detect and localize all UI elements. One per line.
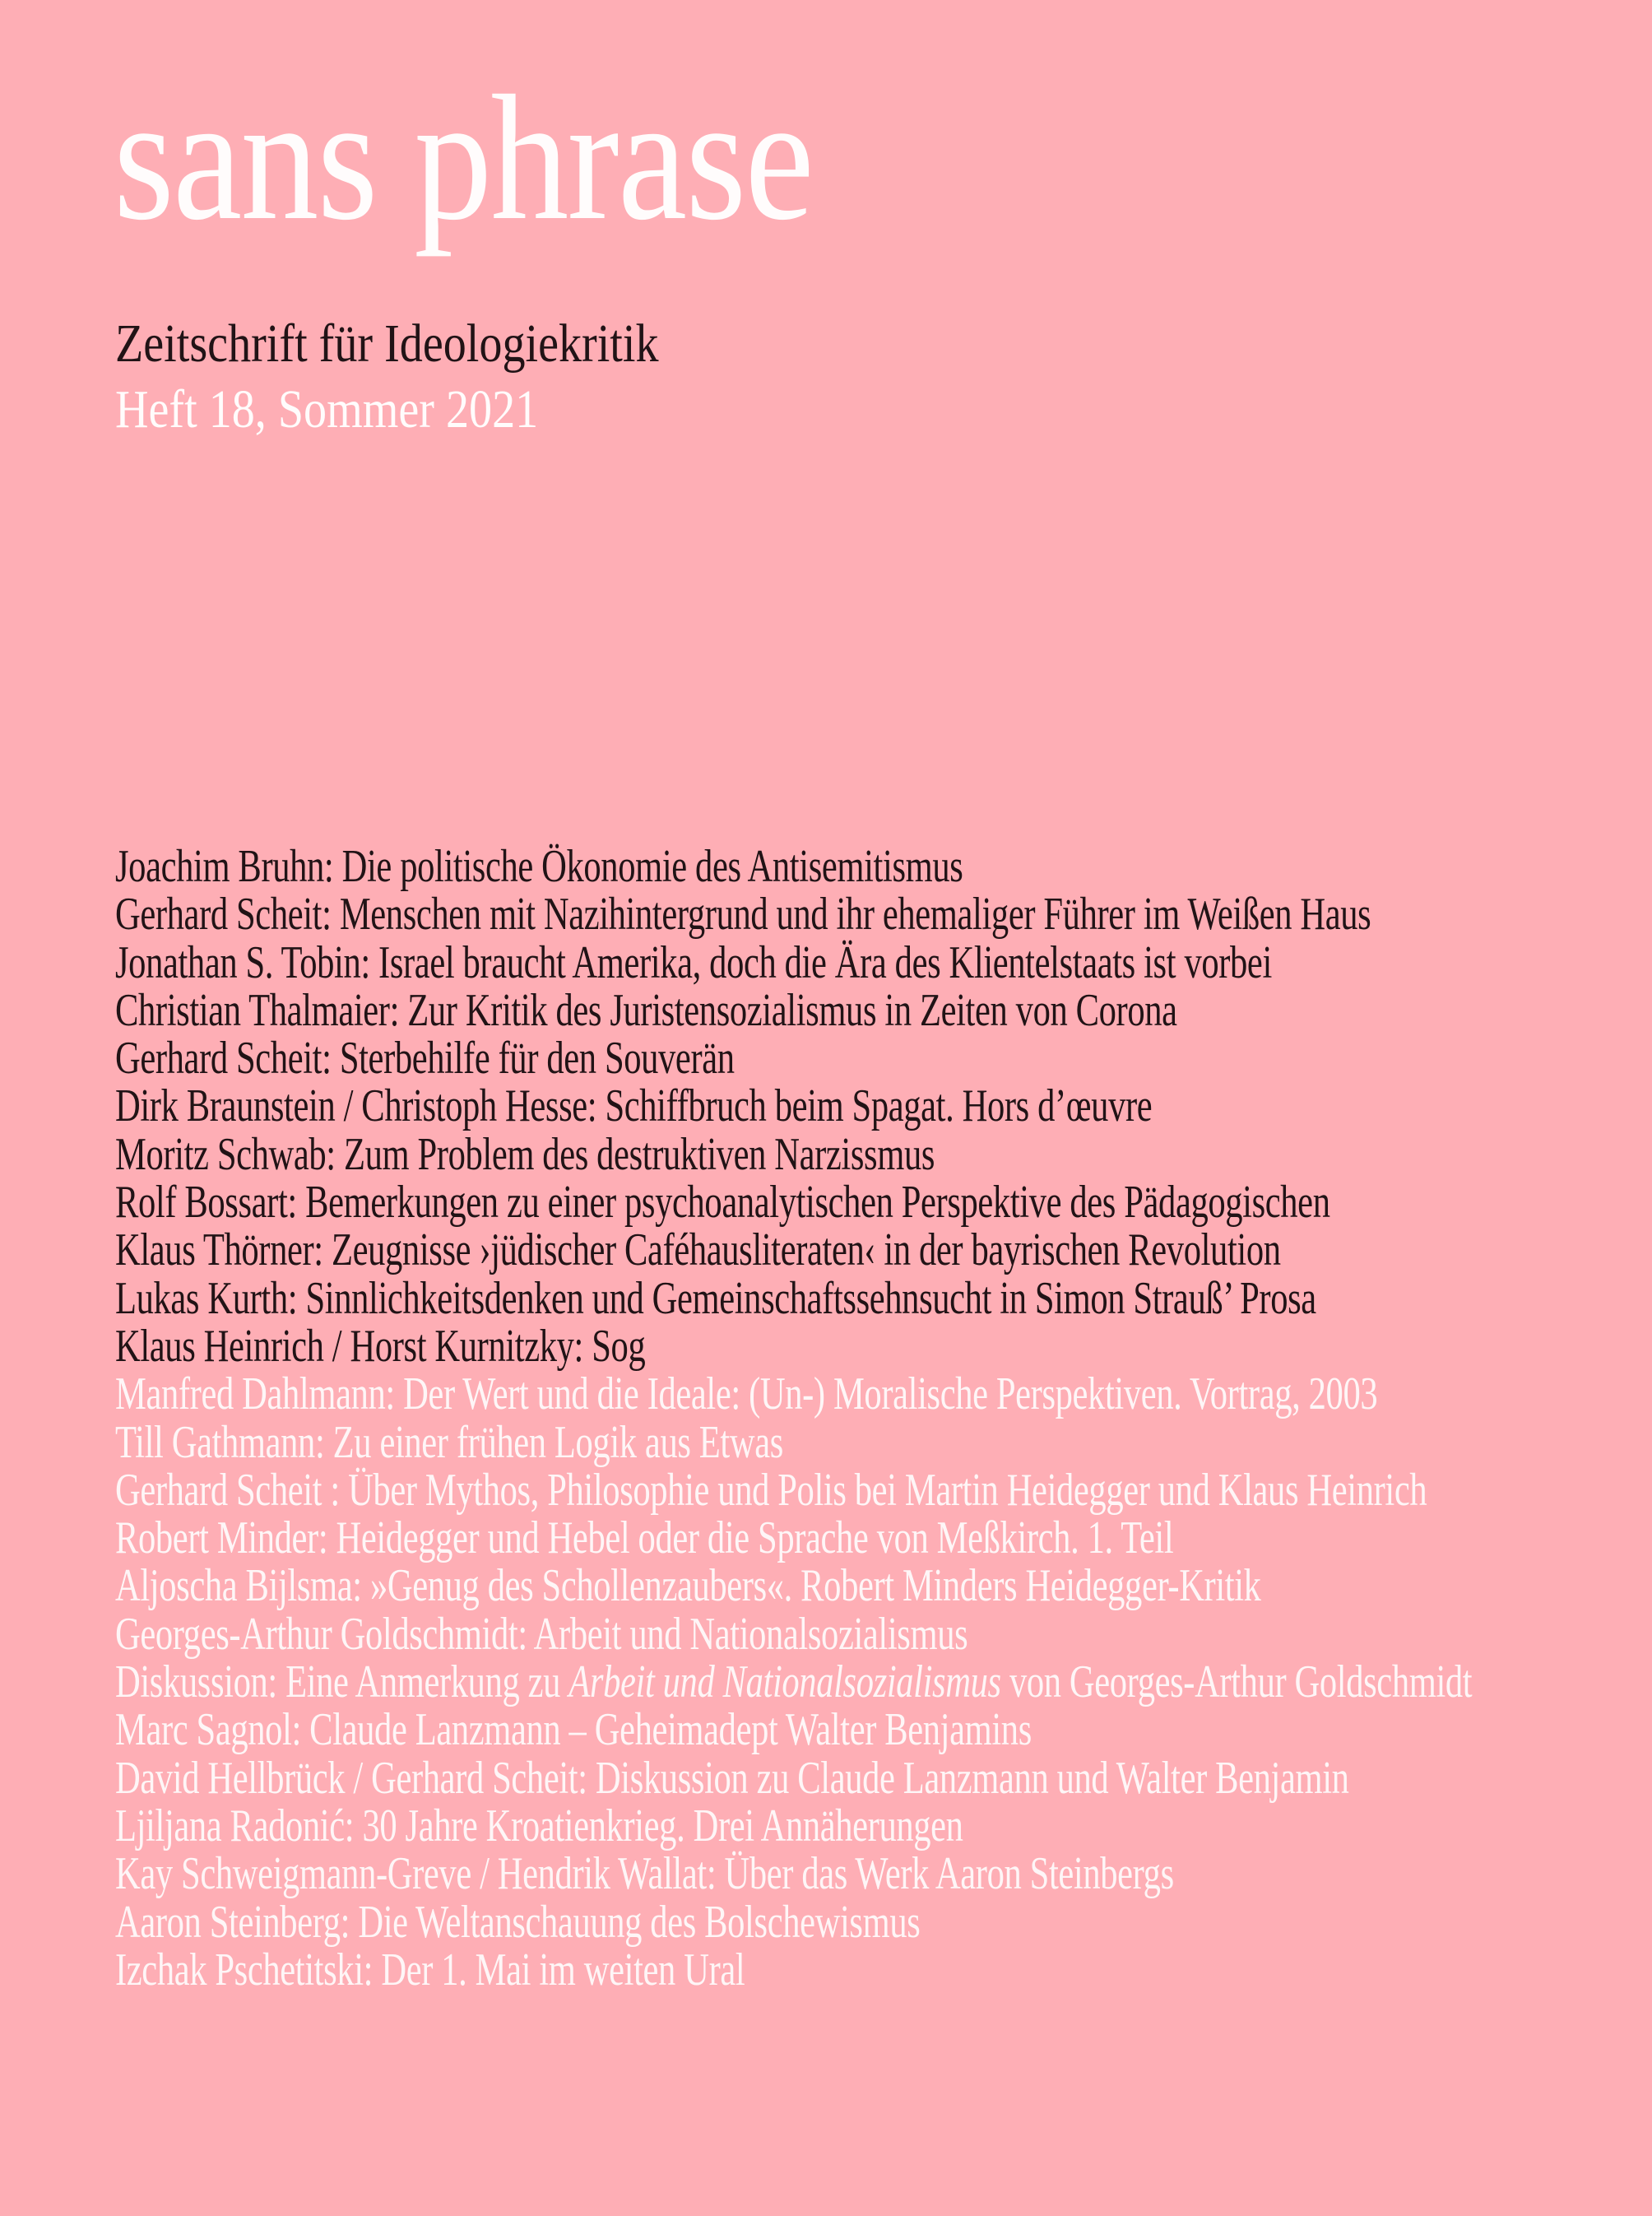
toc-item-text: Till Gathmann: Zu einer frühen Logik aus Etwas: [115, 1416, 783, 1468]
toc-item-text: Christian Thalmaier: Zur Kritik des Juristensozialismus in Zeiten von Corona: [115, 984, 1177, 1036]
toc-item: [115, 1082, 1258, 1130]
toc-item: [115, 1416, 1258, 1468]
toc-item-text: Izchak Pschetitski: Der 1. Mai im weiten Ural: [115, 1944, 745, 1995]
toc-item-text: Moritz Schwab: Zum Problem des destruktiven Narzissmus: [115, 1128, 935, 1180]
toc-item-text: Klaus Thörner: Zeugnisse ›jüdischer Caféhausliteraten‹ in der bayrischen Revolution: [115, 1224, 1281, 1276]
toc-item: [115, 889, 1371, 941]
toc-item-text: Lukas Kurth: Sinnlichkeitsdenken und Gemeinschaftssehnsucht in Simon Strauß’ Prosa: [115, 1272, 1316, 1324]
toc-item-text: Rolf Bossart: Bemerkungen zu einer psychoanalytischen Perspektive des Pädagogischen: [115, 1177, 1330, 1229]
toc-item: [115, 843, 1258, 890]
toc-item: [115, 1322, 1258, 1370]
toc-item: [115, 1898, 1258, 1946]
toc-item: [115, 936, 1272, 988]
toc-item-text: Manfred Dahlmann: Der Wert und die Ideale: (Un-) Moralische Perspektiven. Vortrag, 2003: [115, 1368, 1378, 1420]
toc-item-title-italic: Arbeit und Nationalsozialismus: [568, 1656, 1001, 1708]
toc-item-text: Jonathan S. Tobin: Israel braucht Amerika, doch die Ära des Klientelstaats ist vorbei: [115, 936, 1272, 988]
toc-item-text: Aaron Steinberg: Die Weltanschauung des Bolschewismus: [115, 1896, 921, 1948]
toc-item-text: Marc Sagnol: Claude Lanzmann – Geheimadept Walter Benjamins: [115, 1704, 1032, 1756]
toc-item: [115, 1514, 1258, 1562]
toc-item-text: Dirk Braunstein / Christoph Hesse: Schiffbruch beim Spagat. Hors d’œuvre: [115, 1080, 1153, 1132]
toc-item: [115, 1128, 1258, 1180]
toc-item-text: Gerhard Scheit : Über Mythos, Philosophie und Polis bei Martin Heidegger und Klaus Heinrich: [115, 1464, 1427, 1516]
toc-item: [115, 1752, 1349, 1804]
toc-item-text: Diskussion: Eine Anmerkung zu: [115, 1656, 569, 1708]
magazine-title: sans phrase: [114, 59, 813, 258]
toc-item: [115, 1464, 1427, 1516]
table-of-contents: [115, 843, 1619, 1994]
toc-item: [115, 1656, 1473, 1708]
toc-item-text: Kay Schweigmann-Greve / Hendrik Wallat: Über das Werk Aaron Steinbergs: [115, 1848, 1174, 1900]
toc-item: [115, 1272, 1316, 1324]
toc-item-text: Joachim Bruhn: Die politische Ökonomie des Antisemitismus: [115, 841, 963, 892]
issue-info: Heft 18, Sommer 2021: [115, 379, 539, 439]
toc-item-text: Aljoscha Bijlsma: »Genug des Schollenzaubers«. Robert Minders Heidegger-Kritik: [115, 1560, 1261, 1612]
toc-item: [115, 1706, 1258, 1754]
toc-item: [115, 1610, 1258, 1658]
toc-item-text: von Georges-Arthur Goldschmidt: [1000, 1656, 1473, 1708]
magazine-subtitle: Zeitschrift für Ideologiekritik: [115, 314, 659, 374]
toc-item: [115, 1850, 1258, 1898]
toc-item: [115, 1946, 1258, 1994]
toc-item-text: Robert Minder: Heidegger und Hebel oder die Sprache von Meßkirch. 1. Teil: [115, 1512, 1174, 1564]
toc-item: [115, 1802, 1258, 1850]
toc-item: [115, 1033, 1258, 1085]
toc-item: [115, 1560, 1261, 1612]
toc-item-text: Ljiljana Radonić: 30 Jahre Kroatienkrieg. Drei Annäherungen: [115, 1800, 963, 1851]
toc-item-text: Georges-Arthur Goldschmidt: Arbeit und Nationalsozialismus: [115, 1608, 968, 1660]
toc-item-text: Klaus Heinrich / Horst Kurnitzky: Sog: [115, 1320, 646, 1372]
toc-item-text: Gerhard Scheit: Sterbehilfe für den Souverän: [115, 1033, 735, 1085]
toc-item-text: Gerhard Scheit: Menschen mit Nazihintergrund und ihr ehemaliger Führer im Weißen Haus: [115, 889, 1371, 941]
toc-item: [115, 1224, 1281, 1276]
toc-item: [115, 1368, 1378, 1420]
toc-item: [115, 984, 1258, 1036]
toc-item: [115, 1177, 1330, 1229]
toc-item-text: David Hellbrück / Gerhard Scheit: Diskussion zu Claude Lanzmann und Walter Benjamin: [115, 1752, 1349, 1804]
